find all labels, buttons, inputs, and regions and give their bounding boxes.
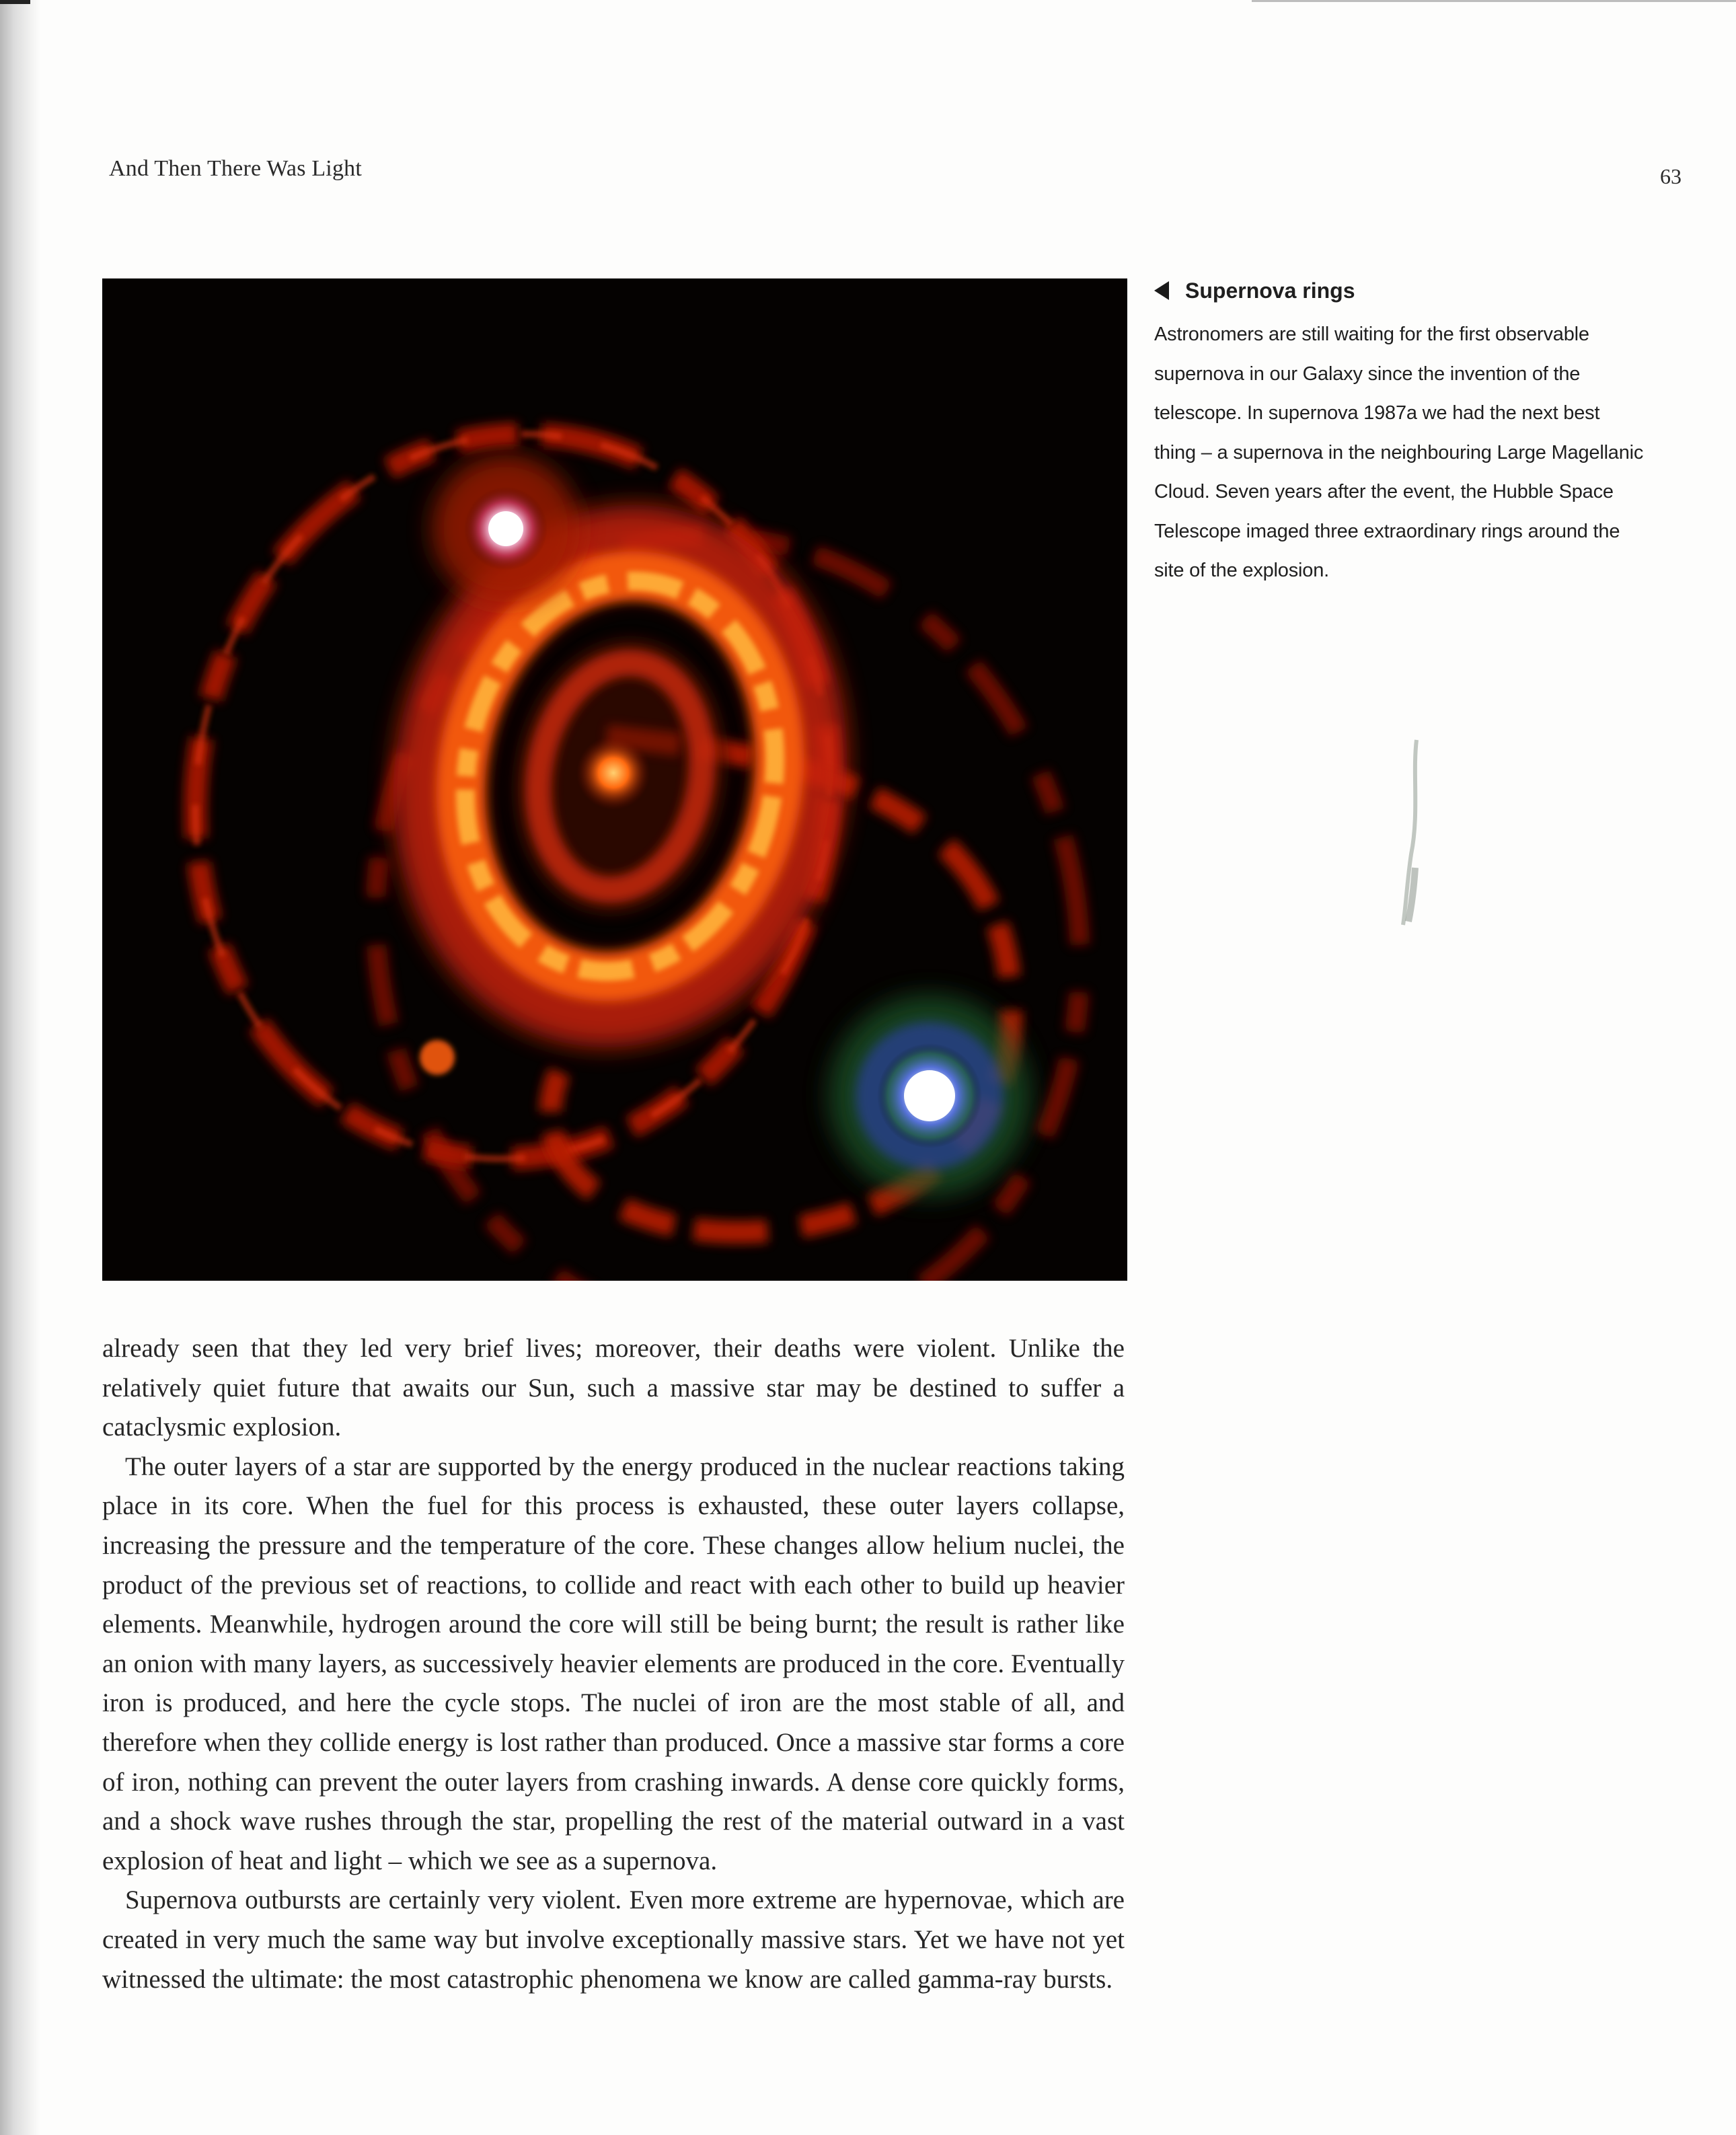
scan-smudge [1396,733,1423,928]
supernova-rings-image [102,278,1127,1281]
caption-title-row [1154,276,1645,305]
left-triangle-icon [1154,281,1169,300]
scan-edge-mark [0,0,30,4]
figure-caption [1154,276,1645,591]
body-paragraph-2: The outer layers of a star are supported by the energy produced in the nuclear reactions taking place in its core. When the fuel for this process is exhausted, these outer layers collapse, increasing the pressure and the temperature of the core. These changes allow helium nuclei, the product of the previous set of reactions, to collide and react with each other to build up heavier elements. Meanwhile, hydrogen around the core will still be being burnt; the result is rather like an onion with many layers, as successively heavier elements are produced in the core. Eventually iron is produced, and here the cycle stops. The nuclei of iron are the most stable of all, and therefore when they collide energy is lost rather than produced. Once a massive star forms a core of iron, nothing can prevent the outer layers from crashing inwards. A dense core quickly forms, and a shock wave rushes through the star, propelling the rest of the material outward in a vast explosion of heat and light – which we see as a supernova. [102,1452,1125,1875]
page-number: 63 [1660,164,1682,188]
star-lower [829,995,1030,1197]
small-knot [420,1040,455,1075]
supernova-center [576,736,650,810]
body-paragraph-3: Supernova outbursts are certainly very violent. Even more extreme are hypernovae, which are created in very much the same way but involve exceptionally massive stars. Yet we have not yet witnessed the ultimate: the most catastrophic phenomena we know are called gamma-ray bursts. [102,1885,1125,1994]
scan-edge-line [1252,0,1736,2]
caption-body: Astronomers are still waiting for the first observable supernova in our Galaxy since the invention of the telescope. In supernova 1987a we had the next best thing – a supernova in the neighbouring Large Magellanic Cloud. Seven years after the event, the Hubble Space Telescope imaged three extraordinary rings around the site of the explosion. [1154,324,1644,581]
caption-title: Supernova rings [1185,278,1355,303]
star-upper [432,455,580,603]
supernova-rings-graphic [102,278,1127,1281]
scan-gutter-shadow [0,0,40,2135]
running-head: And Then There Was Light [109,156,362,181]
body-text [102,1329,1125,1999]
body-paragraph-1: already seen that they led very brief lives; moreover, their deaths were violent. Unlike the relatively quiet future that awaits our Sun, such a massive star may be destined to suffer a cataclysmic explosion. [102,1334,1125,1442]
